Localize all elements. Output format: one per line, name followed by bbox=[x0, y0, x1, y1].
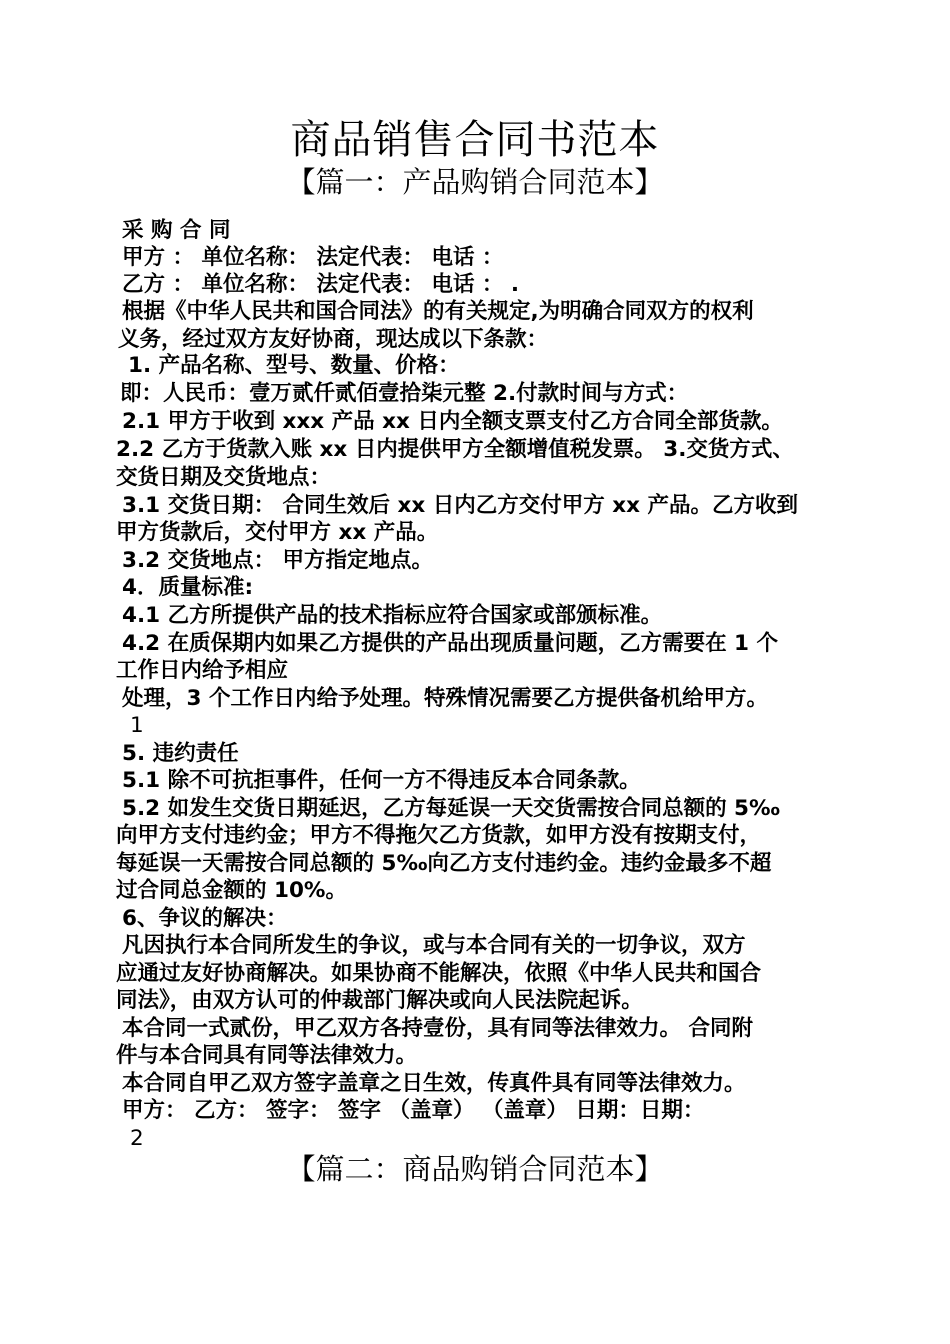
body-line: 件与本合同具有同等法律效力。 bbox=[116, 1043, 418, 1068]
body-line: 4.1 乙方所提供产品的技术指标应符合国家或部颁标准。 bbox=[122, 603, 663, 628]
clause-heading: 1. 产品名称、型号、数量、价格： bbox=[128, 353, 460, 378]
page-number: 2 bbox=[130, 1126, 144, 1151]
body-line: 义务，经过双方友好协商，现达成以下条款： bbox=[118, 327, 549, 352]
body-line: 每延误一天需按合同总额的 5‰向乙方支付违约金。违约金最多不超 bbox=[116, 851, 772, 876]
body-line: 交货日期及交货地点： bbox=[116, 465, 332, 490]
body-line: 过合同总金额的 10%。 bbox=[116, 878, 347, 903]
clause-heading: 5. 违约责任 bbox=[122, 741, 239, 766]
body-line: 甲方货款后，交付甲方 xx 产品。 bbox=[116, 520, 439, 545]
body-line: 3.1 交货日期： 合同生效后 xx 日内乙方交付甲方 xx 产品。乙方收到 bbox=[122, 493, 798, 518]
body-line: 本合同一式贰份，甲乙双方各持壹份，具有同等法律效力。 合同附 bbox=[122, 1016, 753, 1041]
page-number: 1 bbox=[130, 713, 144, 738]
document-title: 商品销售合同书范本 bbox=[290, 117, 660, 163]
clause-heading: 4．质量标准: bbox=[122, 575, 254, 600]
body-line: 向甲方支付违约金；甲方不得拖欠乙方货款，如甲方没有按期支付， bbox=[116, 823, 762, 848]
body-line: 处理，3 个工作日内给予处理。特殊情况需要乙方提供备机给甲方。 bbox=[122, 686, 768, 711]
body-line: 即：人民币：壹万贰仟贰佰壹拾柒元整 2.付款时间与方式： bbox=[120, 381, 689, 406]
body-line: 工作日内给予相应 bbox=[116, 658, 289, 683]
body-line: 2.2 乙方于货款入账 xx 日内提供甲方全额增值税发票。 3.交货方式、 bbox=[116, 437, 794, 462]
signature-line: 甲方： 乙方： 签字： 签字 （盖章） （盖章） 日期：日期： bbox=[122, 1098, 705, 1123]
body-line: 5.2 如发生交货日期延迟，乙方每延误一天交货需按合同总额的 5‰ bbox=[122, 796, 780, 821]
section2-heading: 【篇二：商品购销合同范本】 bbox=[286, 1152, 664, 1186]
body-line: 凡因执行本合同所发生的争议，或与本合同有关的一切争议，双方 bbox=[122, 933, 746, 958]
body-line: 3.2 交货地点： 甲方指定地点。 bbox=[122, 548, 434, 573]
party-b-line: 乙方 ： 单位名称： 法定代表： 电话 ： . bbox=[122, 272, 520, 297]
party-a-line: 甲方 ： 单位名称： 法定代表： 电话 ： bbox=[122, 245, 504, 270]
body-line: 2.1 甲方于收到 xxx 产品 xx 日内全额支票支付乙方合同全部货款。 bbox=[122, 409, 783, 434]
body-line: 本合同自甲乙双方签字盖章之日生效，传真件具有同等法律效力。 bbox=[122, 1071, 746, 1096]
section1-heading: 【篇一：产品购销合同范本】 bbox=[286, 165, 664, 199]
body-line: 应通过友好协商解决。如果协商不能解决，依照《中华人民共和国合 bbox=[116, 961, 762, 986]
body-line: 同法》，由双方认可的仲裁部门解决或向人民法院起诉。 bbox=[116, 988, 643, 1013]
body-line: 根据《中华人民共和国合同法》的有关规定,为明确合同双方的权利 bbox=[122, 299, 754, 324]
body-line: 5.1 除不可抗拒事件，任何一方不得违反本合同条款。 bbox=[122, 768, 641, 793]
body-line: 4.2 在质保期内如果乙方提供的产品出现质量问题，乙方需要在 1 个 bbox=[122, 631, 779, 656]
clause-heading: 6、争议的解决： bbox=[122, 906, 288, 931]
contract-heading: 采 购 合 同 bbox=[122, 218, 231, 243]
